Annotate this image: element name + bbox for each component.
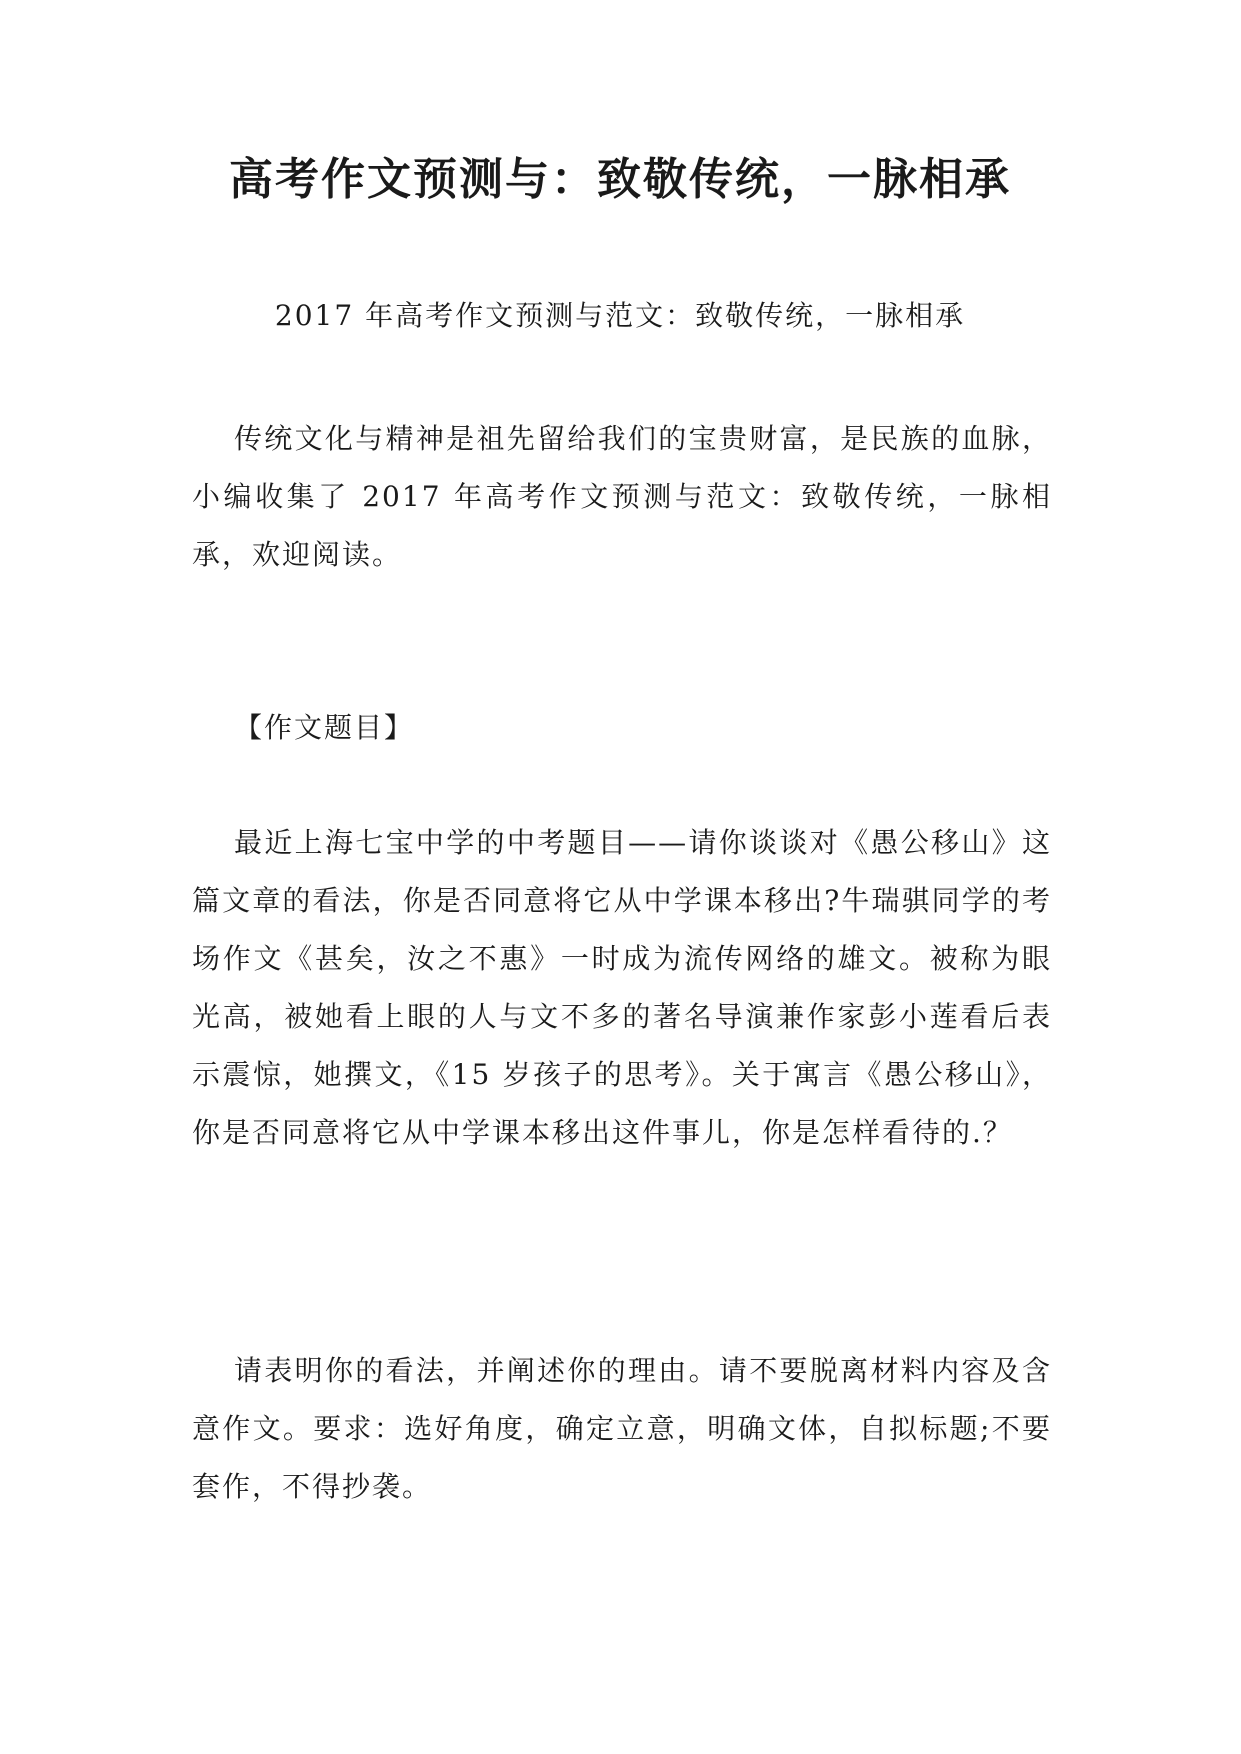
section-heading: 【作文题目】: [234, 711, 415, 744]
document-title: 高考作文预测与：致敬传统，一脉相承: [229, 154, 1011, 205]
topic-paragraph: 最近上海七宝中学的中考题目——请你谈谈对《愚公移山》这篇文章的看法，你是否同意将它从中学课本移出?牛瑞骐同学的考场作文《甚矣，汝之不惠》一时成为流传网络的雄文。被称为眼光高，被她看上眼的人与文不多的著名导演兼作家彭小莲看后表示震惊，她撰文，《15 岁孩子的思考》。关于寓言《愚公移山》，你是否同意将它从中学课本移出这件事儿，你是怎样看待的.？: [192, 826, 1052, 1149]
requirement-paragraph: 请表明你的看法，并阐述你的理由。请不要脱离材料内容及含意作文。要求：选好角度，确定立意，明确文体，自拟标题;不要套作，不得抄袭。: [192, 1354, 1052, 1503]
document-subtitle: 2017 年高考作文预测与范文：致敬传统，一脉相承: [274, 299, 966, 332]
intro-paragraph: 传统文化与精神是祖先留给我们的宝贵财富，是民族的血脉，小编收集了 2017 年高考作文预测与范文：致敬传统，一脉相承，欢迎阅读。: [192, 422, 1052, 571]
